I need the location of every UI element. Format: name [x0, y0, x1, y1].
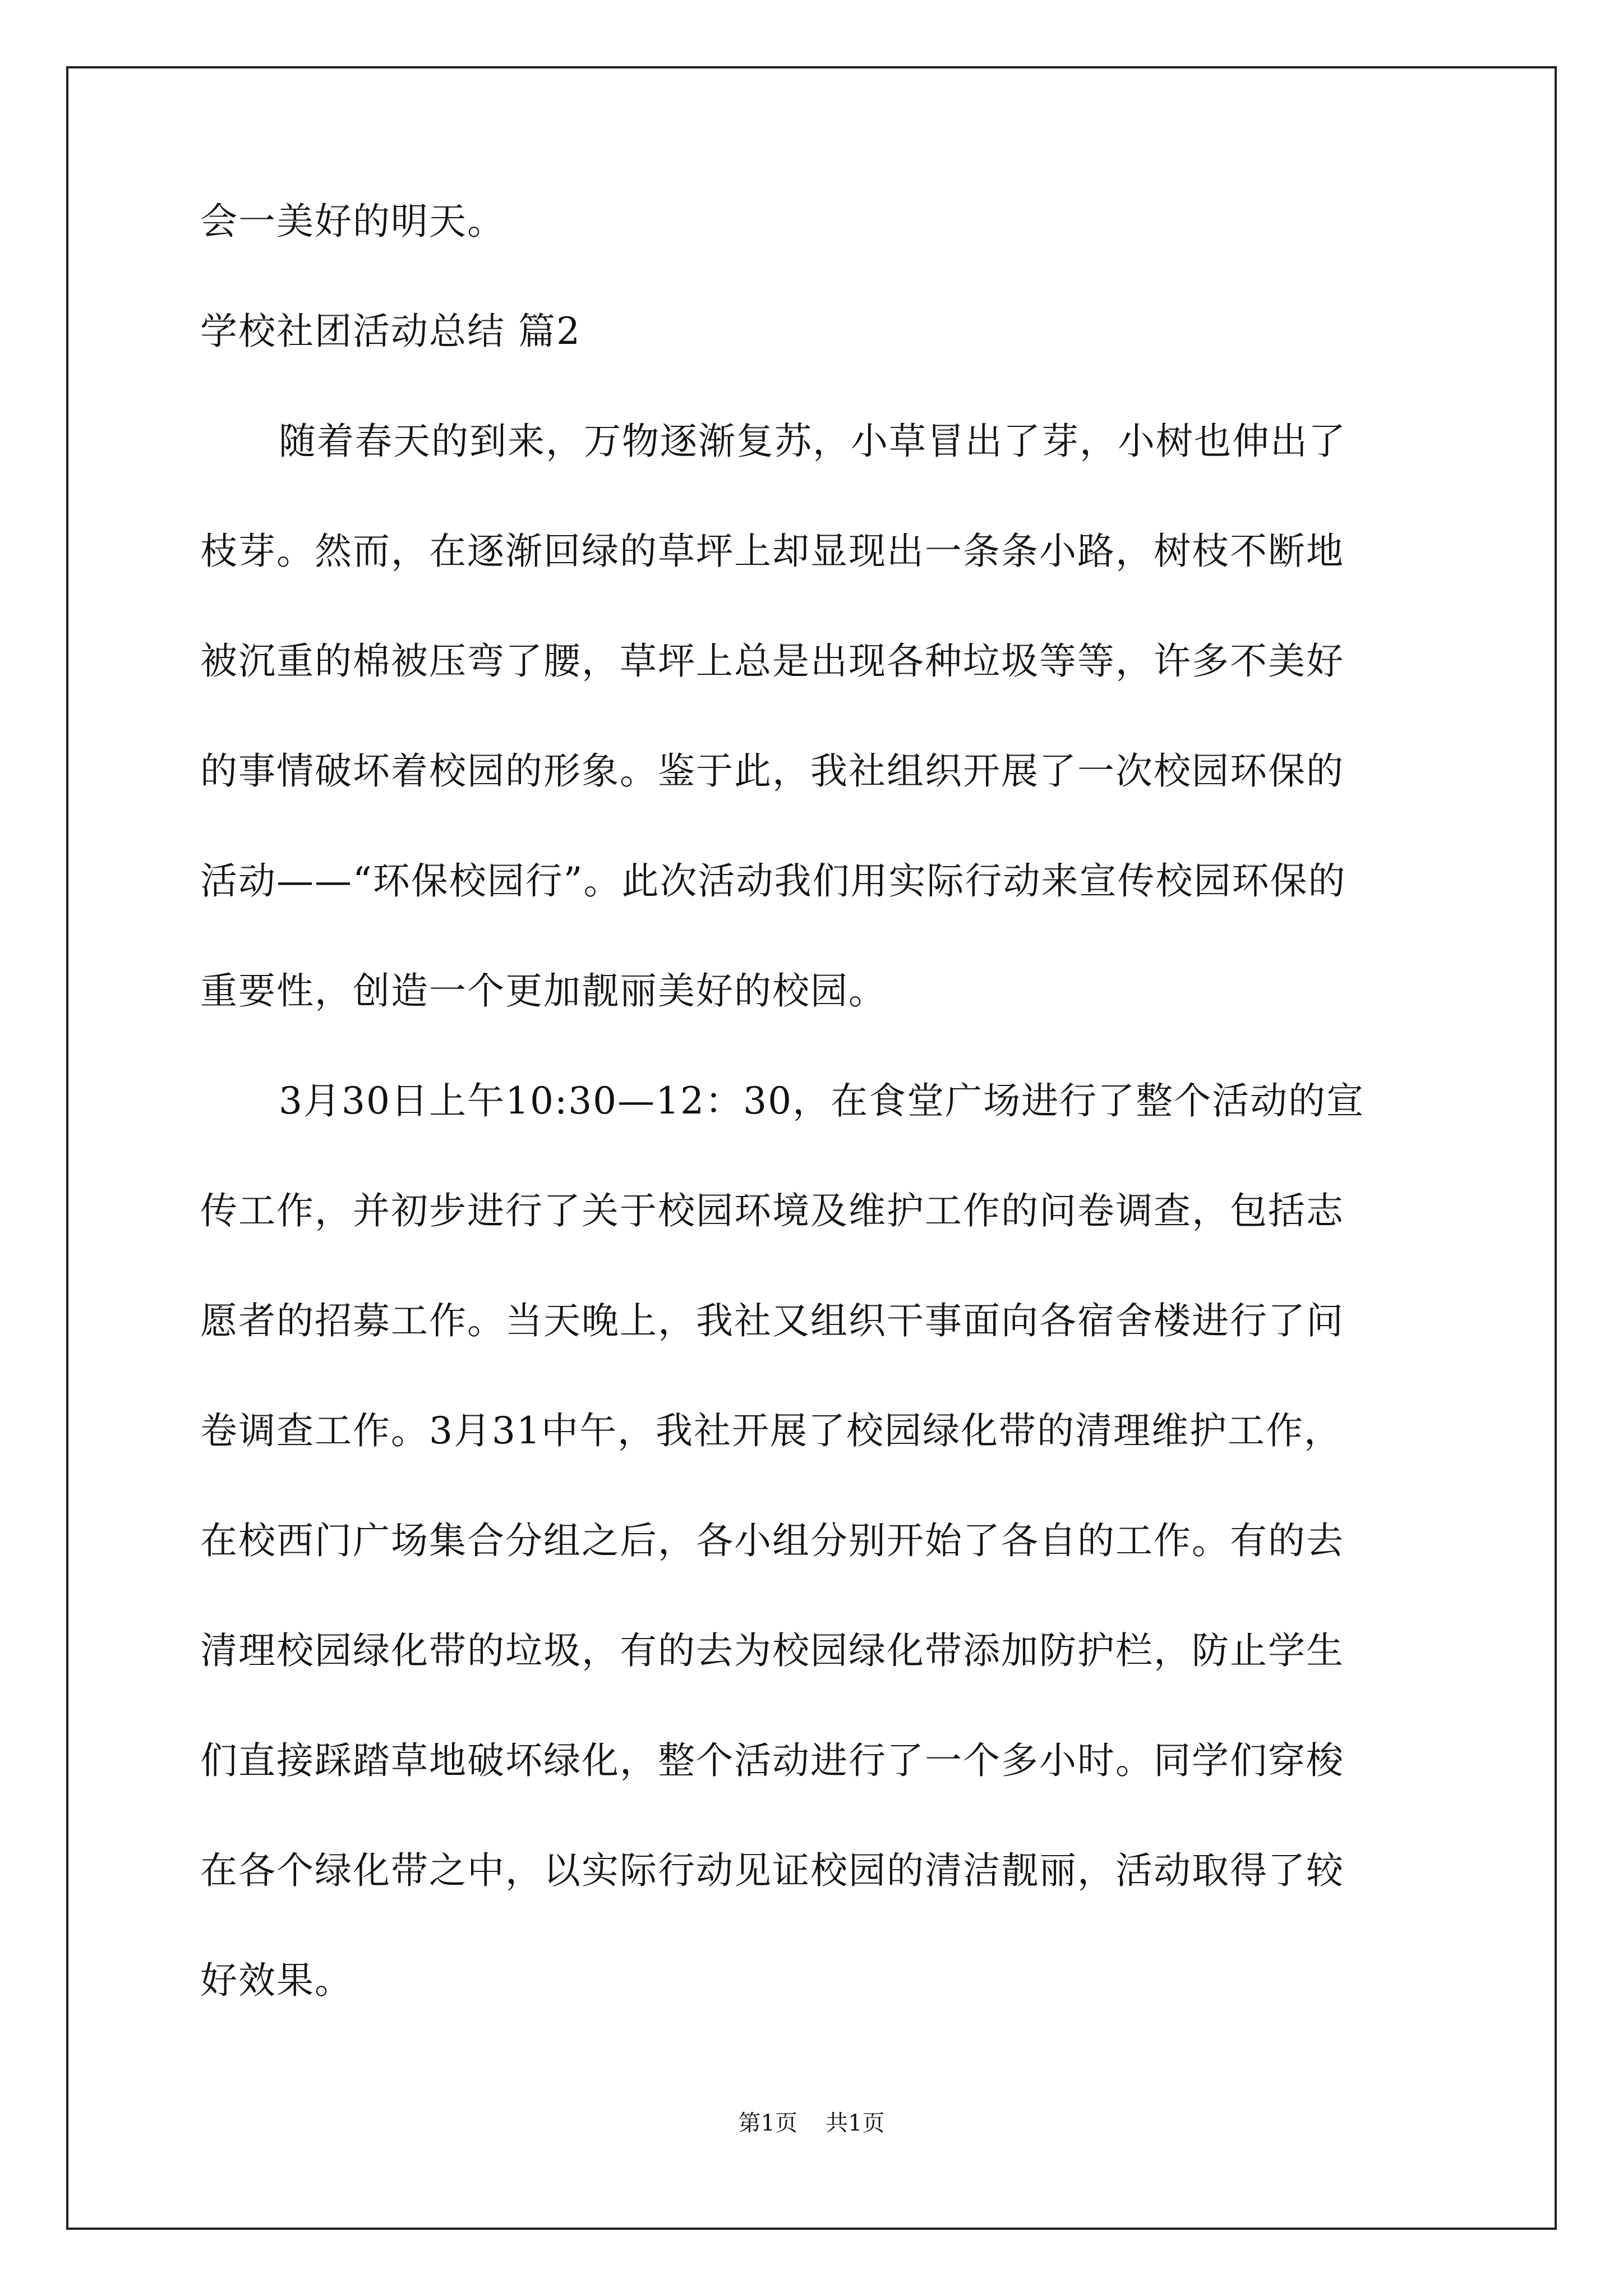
text-line: 卷调查工作。3月31中午，我社开展了校园绿化带的清理维护工作， — [200, 1409, 1342, 1452]
page-number: 第1页 — [738, 2110, 797, 2136]
text-line: 愿者的招募工作。当天晚上，我社又组织干事面向各宿舍楼进行了问 — [200, 1299, 1344, 1342]
text-line: 在各个绿化带之中，以实际行动见证校园的清洁靓丽，活动取得了较 — [200, 1849, 1344, 1892]
paragraph-first-line: 随着春天的到来，万物逐渐复苏，小草冒出了芽，小树也伸出了 — [279, 420, 1347, 463]
text-line: 活动——“环保校园行”。此次活动我们用实际行动来宣传校园环保的 — [200, 859, 1347, 903]
text-line: 枝芽。然而，在逐渐回绿的草坪上却显现出一条条小路，树枝不断地 — [200, 530, 1344, 573]
text-line: 在校西门广场集合分组之后，各小组分别开始了各自的工作。有的去 — [200, 1519, 1344, 1562]
paragraph-first-line: 3月30日上午10:30—12：30，在食堂广场进行了整个活动的宣 — [279, 1079, 1365, 1122]
text-line: 清理校园绿化带的垃圾，有的去为校园绿化带添加防护栏，防止学生 — [200, 1629, 1344, 1672]
section-heading: 学校社团活动总结 篇2 — [200, 310, 581, 353]
text-line: 的事情破坏着校园的形象。鉴于此，我社组织开展了一次校园环保的 — [200, 749, 1344, 793]
text-line: 传工作，并初步进行了关于校园环境及维护工作的问卷调查，包括志 — [200, 1189, 1344, 1232]
page-total: 共1页 — [826, 2110, 885, 2136]
text-line: 们直接踩踏草地破坏绿化，整个活动进行了一个多小时。同学们穿梭 — [200, 1739, 1344, 1782]
page-footer — [0, 2109, 1623, 2137]
document-body — [200, 199, 1456, 2068]
text-line: 会一美好的明天。 — [200, 200, 505, 243]
text-line: 好效果。 — [200, 1959, 353, 2002]
text-line: 重要性，创造一个更加靓丽美好的校园。 — [200, 969, 887, 1013]
text-line: 被沉重的棉被压弯了腰，草坪上总是出现各种垃圾等等，许多不美好 — [200, 639, 1344, 683]
